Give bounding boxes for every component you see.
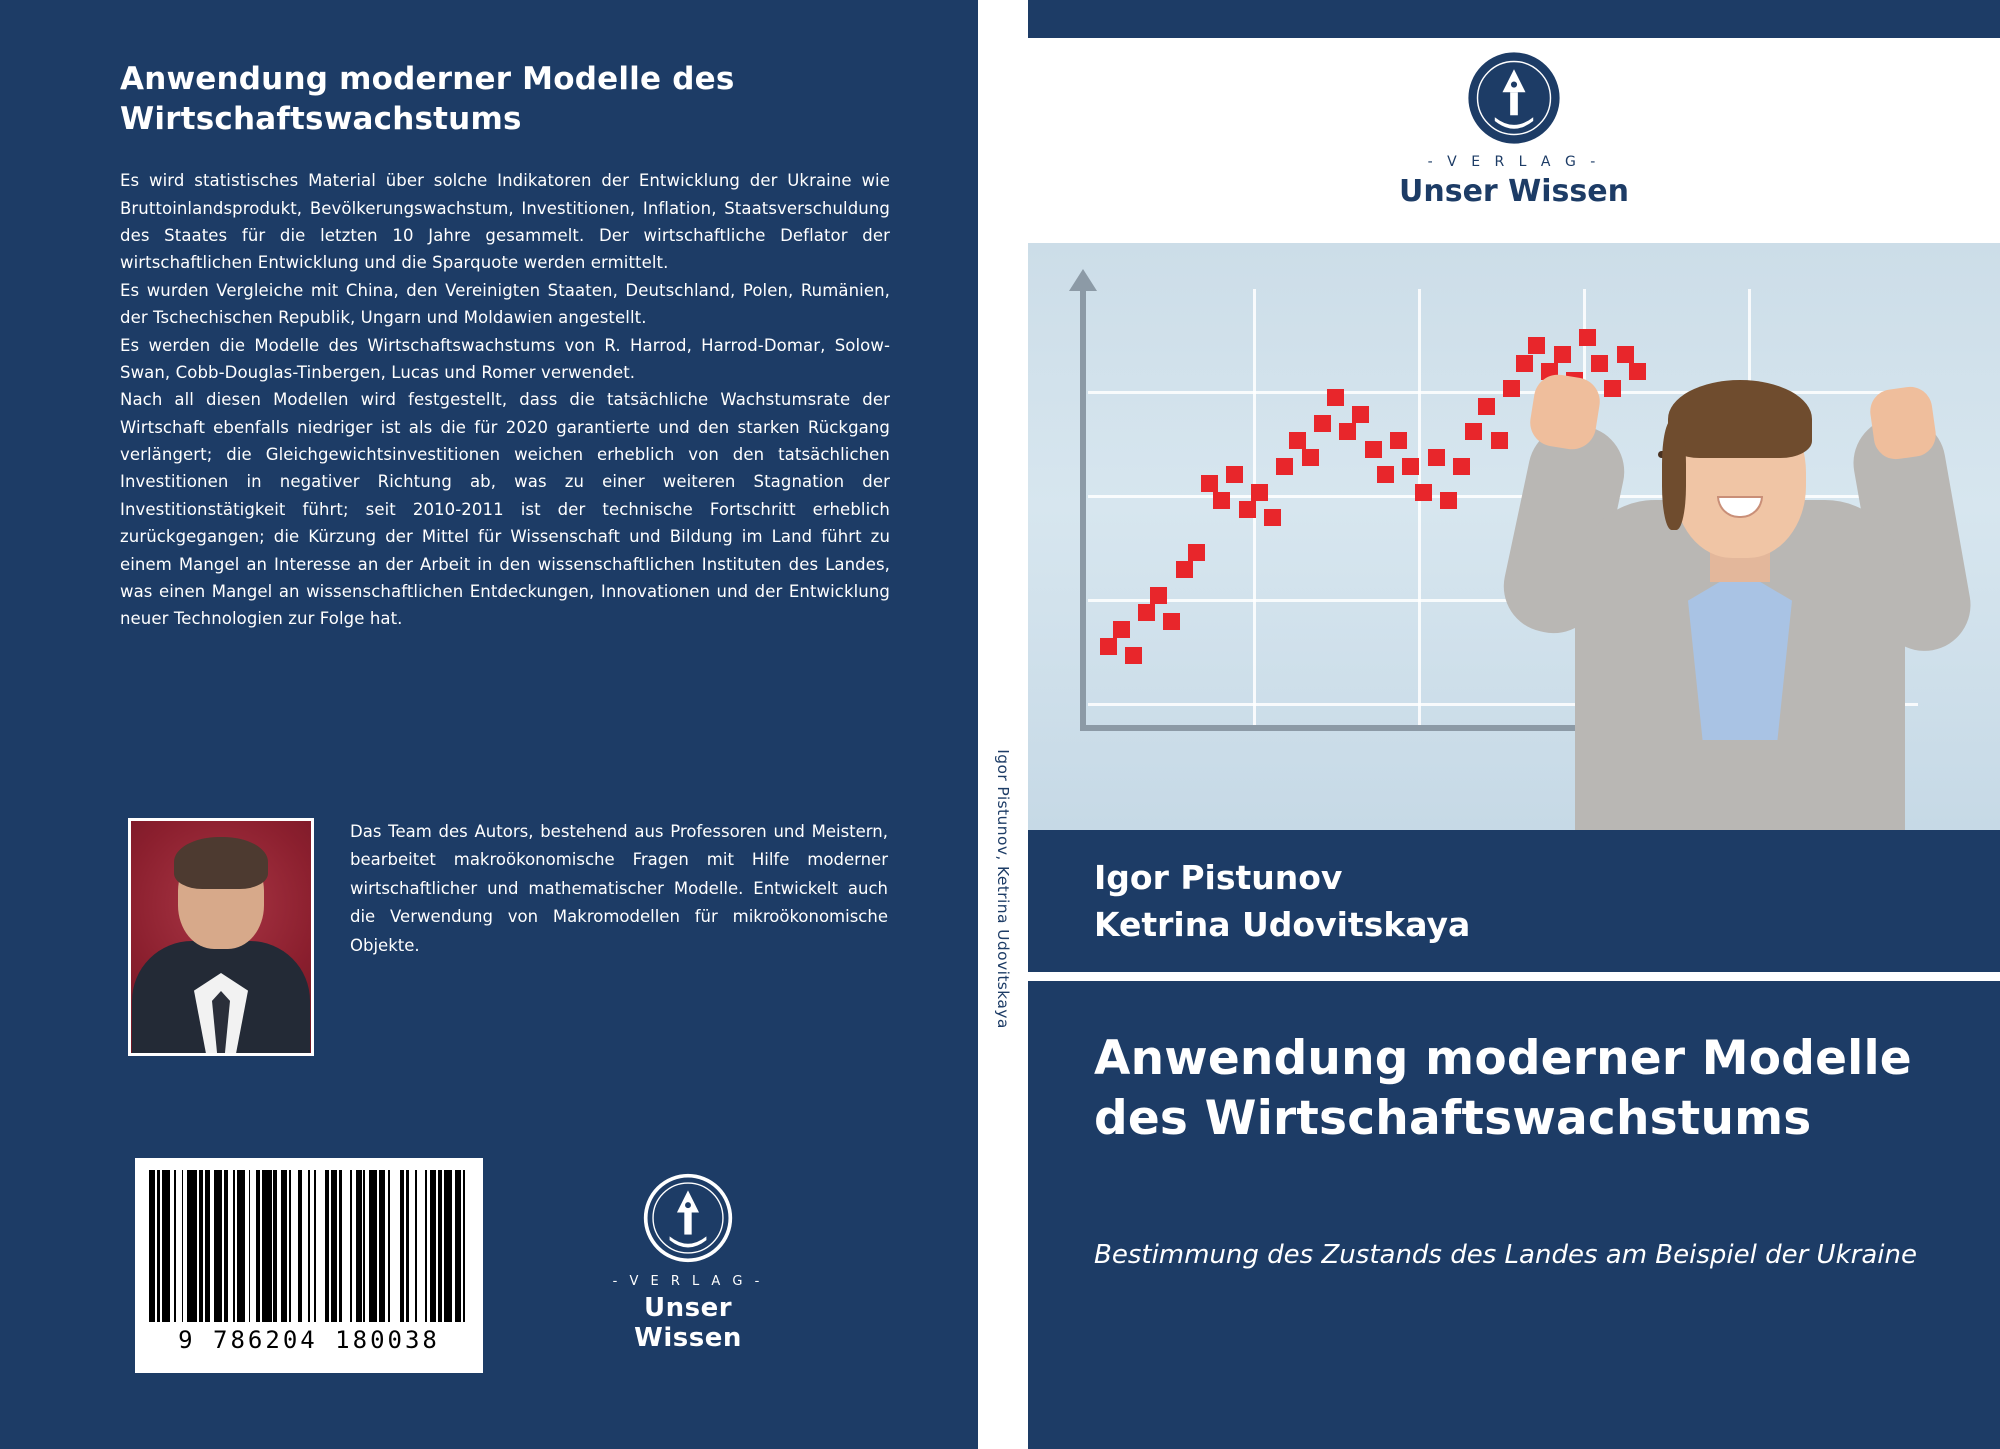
back-cover-text-block	[120, 60, 890, 633]
author-bio-block	[128, 818, 888, 1056]
author-bio-text: Das Team des Autors, bestehend aus Professoren und Meistern, bearbeitet makroökonomische Fragen mit Hilfe moderner wirtschaftlicher und mathematischer Modelle. Entwickelt auch die Verwendung von Makromodellen für mikroökonomische Objekte.	[350, 822, 888, 955]
publisher-mark-icon	[642, 1172, 734, 1264]
front-authors-band	[1028, 830, 2000, 972]
front-author-2: Ketrina Udovitskaya	[1094, 904, 1471, 944]
author-photo	[128, 818, 314, 1056]
front-logo-name: Unser Wissen	[1399, 174, 1629, 209]
back-paragraph-1: Es wird statistisches Material über solche Indikatoren der Entwicklung der Ukraine wie Bruttoinlandsprodukt, Bevölkerungswachstum, Investitionen, Inflation, Staatsverschuldung des Staates für die letzten 10 Jahre gesammelt. Der wirtschaftliche Deflator der wirtschaftlichen Entwicklung und die Sparquote werden ermittelt.	[120, 171, 890, 273]
front-authors	[1094, 855, 1470, 949]
woman-shirt	[1688, 570, 1792, 740]
back-paragraph-2: Es wurden Vergleiche mit China, den Vereinigten Staaten, Deutschland, Polen, Rumänien, der Tschechischen Republik, Ungarn und Moldawien angestellt.	[120, 280, 890, 328]
chart-gridline	[1418, 289, 1421, 729]
barcode-number: 9 786204 180038	[178, 1326, 440, 1354]
front-title: Anwendung moderner Modelle des Wirtschaftswachstums	[1094, 1031, 1912, 1146]
back-paragraph-4: Nach all diesen Modellen wird festgestellt, dass die tatsächliche Wachstumsrate der Wirtschaft ebenfalls niedriger ist als die für 2020 garantierte und den starken Rückgang verlängert; die Gleichgewichtsinvestitionen weichen erheblich von den tatsächlichen Investitionen in negativer Richtung ab, was zu einer weiteren Stagnation der Investitionstätigkeit führt; seit 2010-2011 ist der technische Fortschritt erheblich zurückgegangen; die Kürzung der Mittel für Wissenschaft und Bildung im Land führt zu einem Mangel an Interesse an der Arbeit in den wissenschaftlichen Instituten des Landes, was einen Mangel an wissenschaftlichen Entdeckungen, Innovationen und der Entwicklung neuer Technologien zur Folge hat.	[120, 390, 890, 629]
front-publisher-logo	[1028, 50, 2000, 209]
back-cover-description	[120, 167, 890, 632]
back-logo-name: Unser Wissen	[634, 1293, 742, 1353]
cover-illustration	[1028, 243, 2000, 830]
barcode	[135, 1158, 483, 1373]
spine	[978, 0, 1028, 1449]
front-title-band	[1028, 981, 2000, 1449]
front-author-1: Igor Pistunov	[1094, 858, 1343, 897]
front-cover	[1028, 0, 2000, 1449]
front-top-bar	[1028, 0, 2000, 38]
chart-y-axis-arrow	[1069, 269, 1097, 291]
front-subtitle: Bestimmung des Zustands des Landes am Beispiel der Ukraine	[1094, 1240, 1917, 1270]
front-logo-verlag-label: - V E R L A G -	[1427, 154, 1601, 170]
celebrating-woman-photo	[1480, 243, 2000, 830]
woman-hair	[1668, 380, 1812, 458]
back-paragraph-3: Es werden die Modelle des Wirtschaftswachstums von R. Harrod, Harrod-Domar, Solow-Swan, Cobb-Douglas-Tinbergen, Lucas und Romer verwendet.	[120, 335, 890, 382]
publisher-mark-icon	[1466, 50, 1562, 146]
woman-right-fist	[1867, 384, 1938, 462]
spine-authors: Igor Pistunov, Ketrina Udovitskaya	[994, 749, 1012, 1029]
back-logo-verlag-label: - V E R L A G -	[612, 1274, 764, 1289]
band-divider	[1028, 972, 2000, 981]
barcode-bars	[149, 1170, 469, 1322]
back-publisher-logo	[598, 1172, 778, 1353]
back-cover-title: Anwendung moderner Modelle des Wirtschaftswachstums	[120, 61, 735, 137]
chart-y-axis	[1080, 289, 1086, 729]
woman-hair-side	[1662, 420, 1686, 530]
author-photo-hair	[174, 837, 268, 889]
back-cover	[0, 0, 978, 1449]
